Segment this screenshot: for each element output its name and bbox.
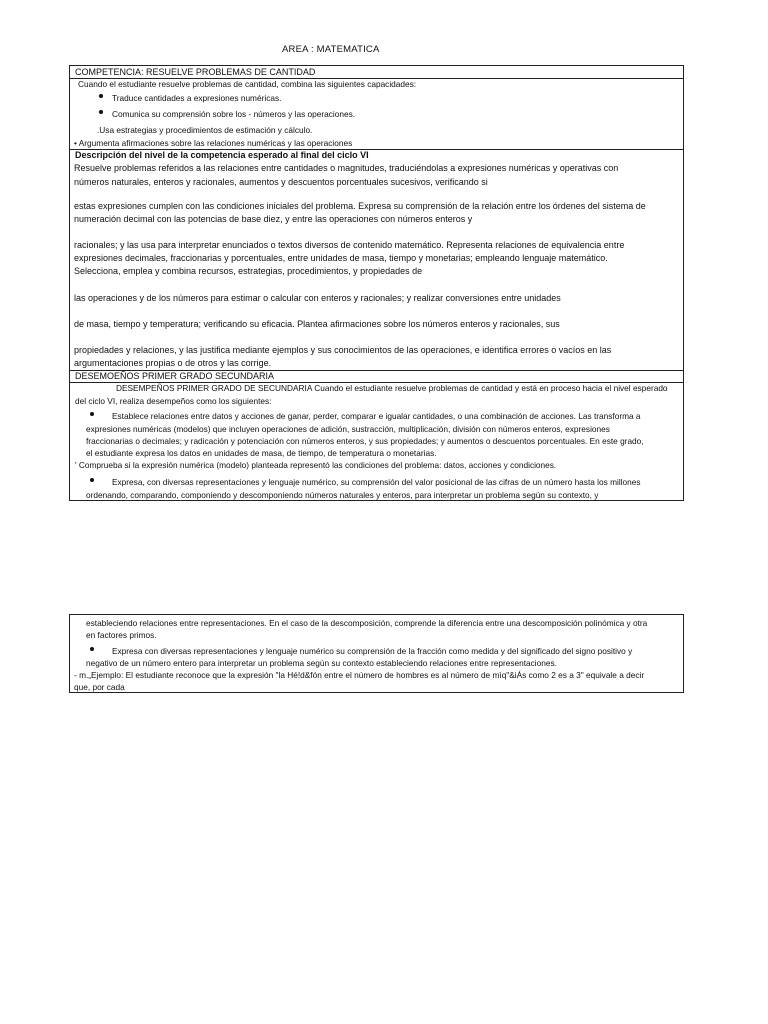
descripcion-line: Selecciona, emplea y combina recursos, estrategias, procedimientos, y propiedades de [74,266,423,276]
desempeno-line: ordenando, comparando, componiendo y descomponiendo números naturales y enteros, para interpretar un problema según su contexto, y [86,490,599,500]
capacidad-traduce: Traduce cantidades a expresiones numéricas. [112,93,282,103]
desempeno-line: Establece relaciones entre datos y acciones de ganar, perder, comparar e igualar cantidades, o una combinación de acciones. Las transforma a [112,411,641,421]
bullet-icon [90,478,94,482]
descripcion-line: racionales; y las usa para interpretar enunciados o textos diversos de contenido matemático. Representa relaciones de equivalencia entre [74,240,625,250]
capacidad-comunica: Comunica su comprensión sobre los - números y las operaciones. [112,109,356,119]
descripcion-line: números naturales, enteros y racionales, aumentos y descuentos porcentuales sucesivos, verificando si [74,177,488,187]
descripcion-line: argumentaciones propias o de otros y las corrige. [74,358,272,368]
bullet-icon [99,94,103,98]
desempeno-line: Expresa, con diversas representaciones y lenguaje numérico, su comprensión del valor posicional de las cifras de un número hasta los millones [112,477,641,487]
continuacion-line: en factores primos. [86,630,157,640]
desempeno-line: fraccionarias o decimales; y radicación y potenciación con números enteros, y sus propiedades; y aumentos o descuentos porcentuales. En este grado, [86,436,644,446]
ejemplo-line: que, por cada [74,682,125,692]
bullet-icon [90,647,94,651]
descripcion-line: Resuelve problemas referidos a las relaciones entre cantidades o magnitudes, traduciéndolas a expresiones numéricas y operativas con [74,163,619,173]
desempeno-line: expresiones numéricas (modelos) que incluyen operaciones de adición, sustracción, multiplicación, división con números enteros, expresiones [86,424,610,434]
capacidades-intro: Cuando el estudiante resuelve problemas de cantidad, combina las siguientes capacidades: [78,79,417,89]
bullet-icon [90,412,94,416]
desempenos-header: DESEMOEÑOS PRIMER GRADO SECUNDARIA [75,371,275,381]
capacidad-estrategias: .Usa estrategias y procedimientos de estimación y cálculo. [97,125,313,135]
descripcion-line: de masa, tiempo y temperatura; verificando su eficacia. Plantea afirmaciones sobre los números enteros y racionales, sus [74,319,560,329]
descripcion-line: expresiones decimales, fraccionarias y porcentuales, entre unidades de masa, tiempo y monetarias; empleando lenguaje matemático. [74,253,608,263]
continuacion-line: estableciendo relaciones entre representaciones. En el caso de la descomposición, comprende la diferencia entre una descomposición polinómica y otra [86,618,648,628]
comprueba-line: ' Comprueba si la expresión numérica (modelo) planteada representó las condiciones del problema: datos, acciones y condiciones. [75,460,557,470]
descripcion-line: propiedades y relaciones, y las justifica mediante ejemplos y sus conocimientos de las operaciones, e identifica errores o vacíos en las [74,345,612,355]
desempeno-line: el estudiante expresa los datos en unidades de masa, de tiempo, de temperatura o monetarias. [86,448,437,458]
bullet-icon [99,110,103,114]
continuacion-line: Expresa con diversas representaciones y lenguaje numérico su comprensión de la fracción como medida y del significado del signo positivo y [112,646,633,656]
capacidad-argumenta: • Argumenta afirmaciones sobre las relaciones numéricas y las operaciones [74,138,353,148]
descripcion-line: estas expresiones cumplen con las condiciones iniciales del problema. Expresa su comprensión de la relación entre los órdenes del sistema de [74,201,646,211]
competencia-header: COMPETENCIA: RESUELVE PROBLEMAS DE CANTIDAD [75,67,316,77]
continuacion-table [69,614,684,693]
descripcion-line: numeración decimal con las potencias de base diez, y entre las operaciones con números enteros y [74,214,473,224]
competencia-table [69,65,684,501]
descripcion-header: Descripción del nivel de la competencia esperado al final del ciclo VI [75,150,369,160]
desempenos-intro: del ciclo VI, realiza desempeños como los siguientes: [75,396,272,406]
continuacion-line: negativo de un número entero para interpretar un problema según su contexto estableciendo relaciones entre representaciones. [86,658,557,668]
desempenos-intro: DESEMPEÑOS PRIMER GRADO DE SECUNDARIA Cuando el estudiante resuelve problemas de cantidad y está en proceso hacia el nivel esperado [116,383,668,393]
page-title: AREA : MATEMATICA [282,44,380,55]
descripcion-line: las operaciones y de los números para estimar o calcular con enteros y racionales; y realizar conversiones entre unidades [74,293,561,303]
ejemplo-line: - m.„Ejemplo: El estudiante reconoce que la expresión "la Hé!d&fón entre el número de hombres es al número de mìq"&iÁs como 2 es a 3" equivale a decir [74,670,645,680]
